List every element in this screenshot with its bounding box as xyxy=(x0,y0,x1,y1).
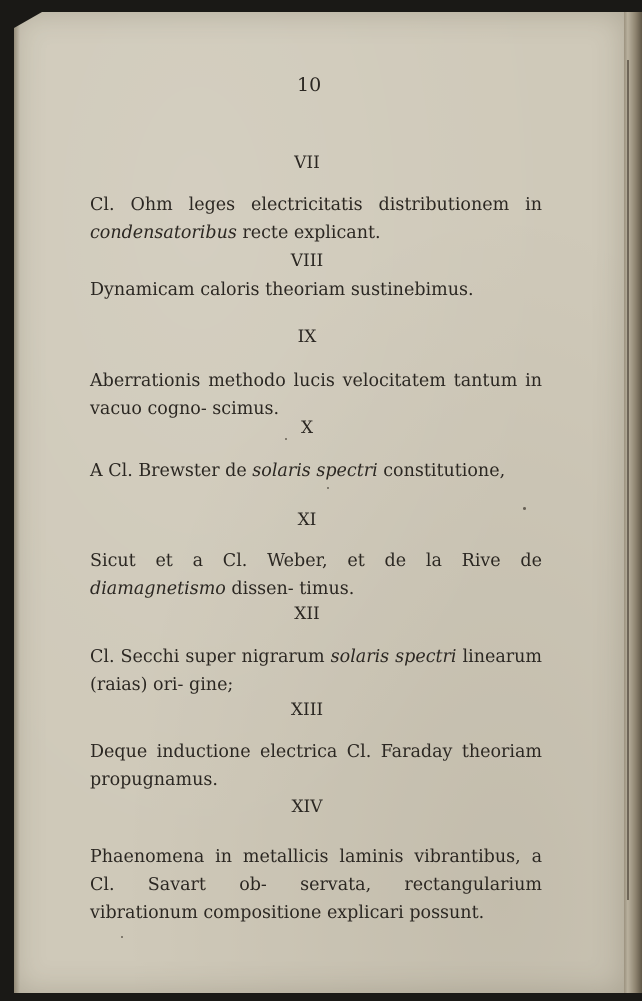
section-heading-xiii: XIII xyxy=(290,700,324,720)
text-run: recte explicant. xyxy=(236,223,381,243)
section-paragraph-vii xyxy=(90,191,542,247)
italic-run: diamagnetismo xyxy=(90,579,226,599)
section-heading-xii: XII xyxy=(294,604,320,624)
text-run: Deque inductione electrica Cl. Faraday theoriam propugnamus. xyxy=(90,742,542,790)
section-paragraph-xii xyxy=(90,643,542,699)
spine-crease xyxy=(627,60,629,900)
section-paragraph-xiv xyxy=(90,843,542,927)
section-paragraph-xi xyxy=(90,547,542,603)
paper-speck xyxy=(121,936,123,938)
text-run: Cl. Ohm leges electricitatis distributionem in xyxy=(90,195,542,215)
text-run: Phaenomena in metallicis laminis vibrantibus, a Cl. Savart ob- servata, rectangularium vibrationum compositione explicari possunt. xyxy=(90,847,542,923)
text-run: Dynamicam caloris theoriam sustinebimus. xyxy=(90,280,474,300)
text-run: Aberrationis methodo lucis velocitatem tantum in vacuo cogno- scimus. xyxy=(90,371,542,419)
text-run: linearum (raias) ori- gine; xyxy=(90,647,543,695)
section-heading-viii: VIII xyxy=(290,251,324,271)
page-number: 10 xyxy=(297,74,322,96)
text-run: A Cl. Brewster de xyxy=(90,461,253,481)
section-paragraph-ix xyxy=(90,367,542,423)
italic-run: condensatoribus xyxy=(90,223,237,243)
section-heading-xi: XI xyxy=(297,510,317,530)
paper-speck xyxy=(327,487,329,489)
section-paragraph-viii xyxy=(90,276,542,304)
paper-speck xyxy=(523,507,526,510)
text-run: constitutione, xyxy=(377,461,506,481)
italic-run: solaris spectri xyxy=(252,461,378,481)
italic-run: solaris spectri xyxy=(330,647,457,667)
section-paragraph-xiii xyxy=(90,738,542,794)
section-heading-vii: VII xyxy=(294,153,320,173)
corner-fold xyxy=(14,12,42,28)
paper-speck xyxy=(285,438,287,440)
text-run: dissen- timus. xyxy=(225,579,355,599)
section-heading-ix: IX xyxy=(297,327,317,347)
section-paragraph-x xyxy=(90,457,542,485)
text-run: Sicut et a Cl. Weber, et de la Rive de xyxy=(90,551,542,571)
section-heading-xiv: XIV xyxy=(291,797,323,817)
text-run: Cl. Secchi super nigrarum xyxy=(90,647,331,667)
section-heading-x: X xyxy=(300,418,314,438)
page-edge-shadow xyxy=(14,12,20,993)
